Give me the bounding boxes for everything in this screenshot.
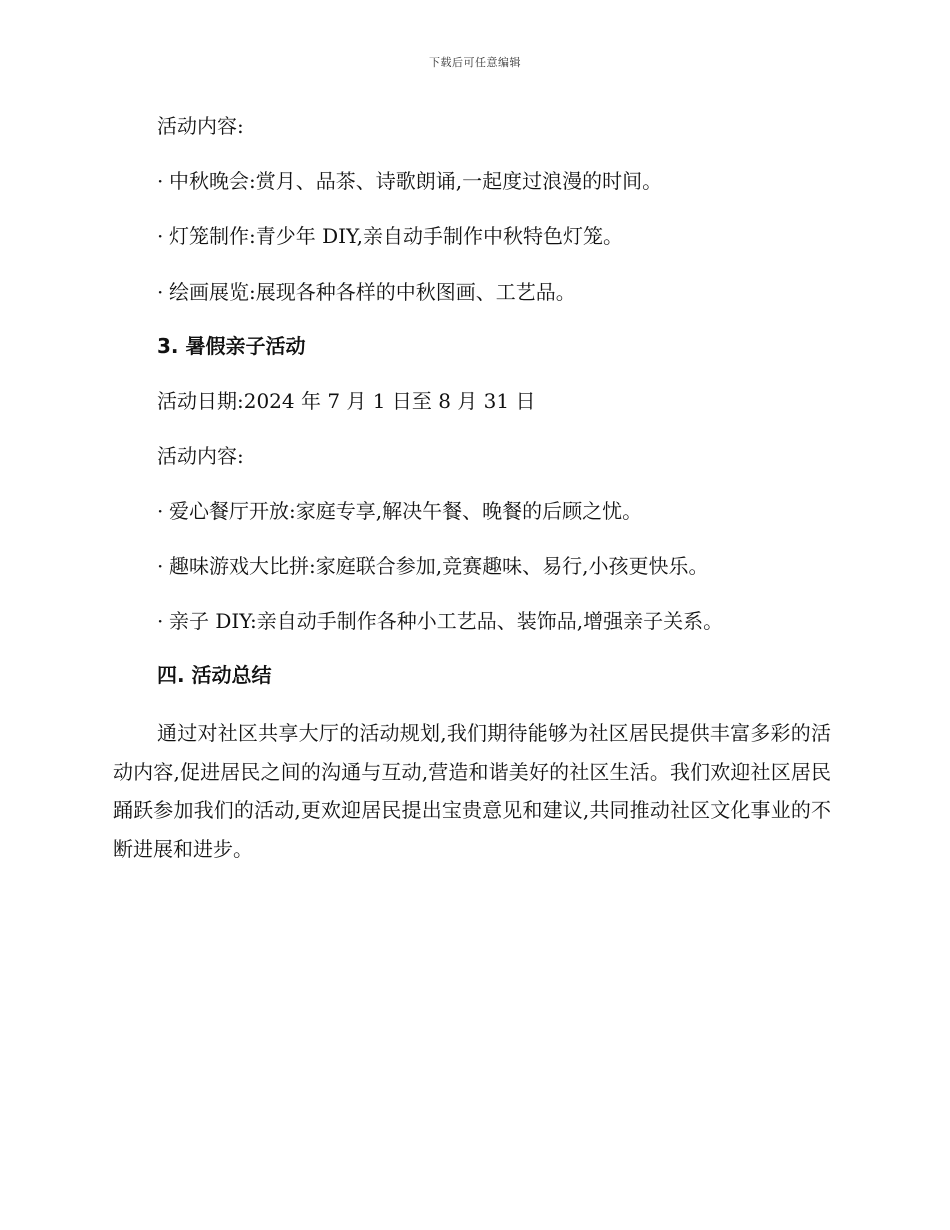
list-item-fun-games	[157, 552, 708, 580]
bullet-icon: ·	[157, 609, 164, 633]
list-item-mid-autumn-gala	[157, 167, 662, 195]
bullet-icon: ·	[157, 554, 164, 578]
bullet-icon: ·	[157, 280, 164, 304]
list-item-text: 中秋晚会:赏月、品茶、诗歌朗诵,一起度过浪漫的时间。	[169, 169, 663, 193]
list-item-text: 趣味游戏大比拼:家庭联合参加,竞赛趣味、易行,小孩更快乐。	[169, 554, 709, 578]
page-header: 下载后可任意编辑	[429, 56, 521, 69]
list-item-lantern-making	[157, 222, 623, 250]
list-item-text: 亲子 DIY:亲自动手制作各种小工艺品、装饰品,增强亲子关系。	[169, 609, 724, 633]
list-item-painting-exhibition	[157, 278, 576, 306]
summary-paragraph: 通过对社区共享大厅的活动规划,我们期待能够为社区居民提供丰富多彩的活动内容,促进居民之间的沟通与互动,营造和谐美好的社区生活。我们欢迎社区居民踊跃参加我们的活动,更欢迎居民提出宝贵意见和建议,共同推动社区文化事业的不断进展和进步。	[113, 721, 831, 861]
list-item-text: 爱心餐厅开放:家庭专享,解决午餐、晚餐的后顾之忧。	[169, 499, 643, 523]
bullet-icon: ·	[157, 224, 164, 248]
section-heading-summary: 四. 活动总结	[157, 663, 272, 687]
list-item-parent-child-diy	[157, 607, 723, 635]
list-item-text: 灯笼制作:青少年 DIY,亲自动手制作中秋特色灯笼。	[169, 224, 624, 248]
list-item-text: 绘画展览:展现各种各样的中秋图画、工艺品。	[169, 280, 576, 304]
content-label-summer: 活动内容:	[157, 444, 244, 468]
bullet-icon: ·	[157, 169, 164, 193]
list-item-charity-restaurant	[157, 497, 642, 525]
section-heading-summer: 3. 暑假亲子活动	[157, 334, 306, 358]
bullet-icon: ·	[157, 499, 164, 523]
activity-date: 活动日期:2024 年 7 月 1 日至 8 月 31 日	[157, 389, 536, 413]
content-label-mid-autumn: 活动内容:	[157, 114, 244, 138]
